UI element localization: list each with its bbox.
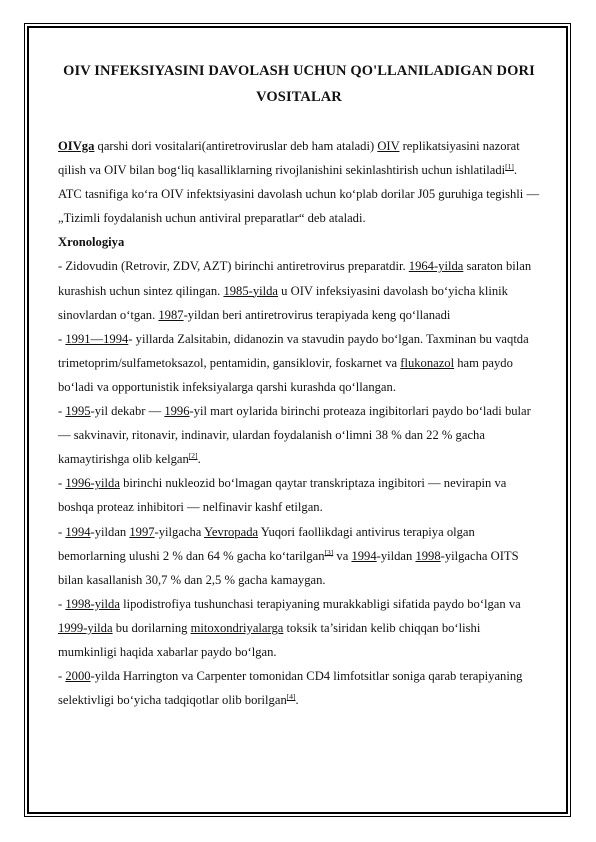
- section-heading-text: Xronologiya: [58, 235, 125, 250]
- list-item: [58, 254, 540, 326]
- footnote-ref[interactable]: [4]: [286, 691, 296, 701]
- year-link[interactable]: 1996: [164, 404, 190, 419]
- document-title: OIV INFEKSIYASINI DAVOLASH UCHUN QO'LLANILADIGAN DORI VOSITALAR: [63, 63, 535, 105]
- text: va: [333, 548, 352, 563]
- text: -yilgacha: [154, 524, 205, 539]
- document-content: [58, 58, 540, 712]
- text: -: [58, 524, 66, 539]
- place-link[interactable]: Yevropada: [204, 524, 259, 539]
- text: Yuqori faollikdagi antivirus terapiya olgan bemorlarning ulushi 2 % dan 64 % gacha ko‘tarilgan: [58, 524, 475, 563]
- topic-link[interactable]: mitoxondriyalarga: [190, 620, 284, 635]
- text: -yildan: [376, 548, 416, 563]
- year-link[interactable]: 1994: [65, 524, 91, 539]
- text: -: [58, 596, 66, 611]
- list-item: [58, 520, 540, 592]
- text: -: [58, 669, 66, 684]
- text: -yilda Harrington va Carpenter tomonidan CD4 limfotsitlar soniga qarab terapiyaning selektivligi bo‘yicha tadqiqotlar olib borilgan: [58, 669, 523, 708]
- link-oiv[interactable]: OIV: [377, 139, 400, 153]
- year-link[interactable]: 1999-yilda: [58, 620, 113, 635]
- text: -: [58, 476, 66, 491]
- year-link[interactable]: 1998-yilda: [65, 596, 120, 611]
- year-link[interactable]: 1991—1994: [65, 331, 129, 346]
- section-heading: [58, 230, 540, 254]
- text: -yilgacha OITS bilan kasallanish 30,7 % dan 2,5 % gacha kamaygan.: [58, 548, 519, 587]
- year-link[interactable]: 2000: [65, 669, 91, 684]
- text: replikatsiyasini nazorat qilish va OIV bilan bog‘liq kasalliklarning rivojlanishini sekinlashtirish uchun ishlatiladi: [58, 139, 520, 178]
- footnote-ref[interactable]: [2]: [188, 451, 198, 461]
- text: -: [58, 331, 66, 346]
- text: . ATC tasnifiga ko‘ra OIV infektsiyasini davolash uchun ko‘plab dorilar J05 guruhiga tegishli — „Tizimli foydalanish uchun antiviral preparatlar“ deb ataladi.: [58, 163, 540, 226]
- document-body: [58, 134, 540, 712]
- drug-link[interactable]: flukonazol: [400, 355, 455, 370]
- year-link[interactable]: 1998: [415, 548, 441, 563]
- text: qarshi dori vositalari(antiretroviruslar deb ham ataladi): [94, 139, 378, 153]
- footnote-ref[interactable]: [1]: [505, 161, 514, 171]
- text: -yil dekabr —: [90, 404, 165, 419]
- year-link[interactable]: 1997: [129, 524, 155, 539]
- text: lipodistrofiya tushunchasi terapiyaning murakkabligi sifatida paydo bo‘lgan va: [119, 596, 521, 611]
- text: -yildan beri antiretrovirus terapiyada keng qo‘llanadi: [183, 307, 451, 322]
- text: - Zidovudin (Retrovir, ZDV, AZT) birinchi antiretrovirus preparatdir.: [58, 259, 409, 274]
- text: toksik ta’siridan kelib chiqqan bo‘lishi mumkinligi haqida xabarlar paydo bo‘lgan.: [58, 620, 481, 659]
- year-link[interactable]: 1987: [158, 307, 184, 322]
- year-link[interactable]: 1964-yilda: [408, 259, 464, 274]
- intro-paragraph: [58, 134, 540, 230]
- text: .: [197, 452, 201, 467]
- text: birinchi nukleozid bo‘lmagan qaytar transkriptaza ingibitori — nevirapin va boshqa proteaz inhibitori — nelfinavir kashf etilgan.: [58, 476, 507, 515]
- text: - yillarda Zalsitabin, didanozin va stavudin paydo bo‘lgan. Taxminan bu vaqtda trimetoprim/sulfametoksazol, pentamidin, gansiklovir, foskarnet va: [58, 331, 529, 370]
- text: saraton bilan kurashish uchun sintez qilingan.: [58, 259, 532, 298]
- list-item: [58, 664, 540, 712]
- list-item: [58, 399, 540, 471]
- year-link[interactable]: 1996-yilda: [65, 476, 120, 491]
- text: .: [295, 693, 299, 708]
- text: u OIV infeksiyasini davolash bo‘yicha klinik sinovlardan o‘tgan.: [58, 283, 508, 322]
- footnote-ref[interactable]: [3]: [324, 547, 334, 557]
- text: -yil mart oylarida birinchi proteaza ingibitorlari paydo bo‘ladi bular — sakvinavir, ritonavir, indinavir, ulardan foydalanish o‘limni 38 % dan 22 % gacha kamaytirishga olib kelgan: [58, 404, 531, 467]
- year-link[interactable]: 1995: [65, 404, 91, 419]
- text: -yildan: [90, 524, 130, 539]
- text: -: [58, 404, 66, 419]
- list-item: [58, 592, 540, 664]
- year-link[interactable]: 1994: [351, 548, 377, 563]
- list-item: [58, 327, 540, 399]
- text: bu dorilarning: [112, 620, 191, 635]
- text: ham paydo bo‘ladi va opportunistik infeksiyalarga qarshi kurashda qo‘llangan.: [58, 355, 513, 394]
- year-link[interactable]: 1985-yilda: [223, 283, 279, 298]
- list-item: [58, 471, 540, 519]
- term-link[interactable]: OIVga: [58, 139, 95, 153]
